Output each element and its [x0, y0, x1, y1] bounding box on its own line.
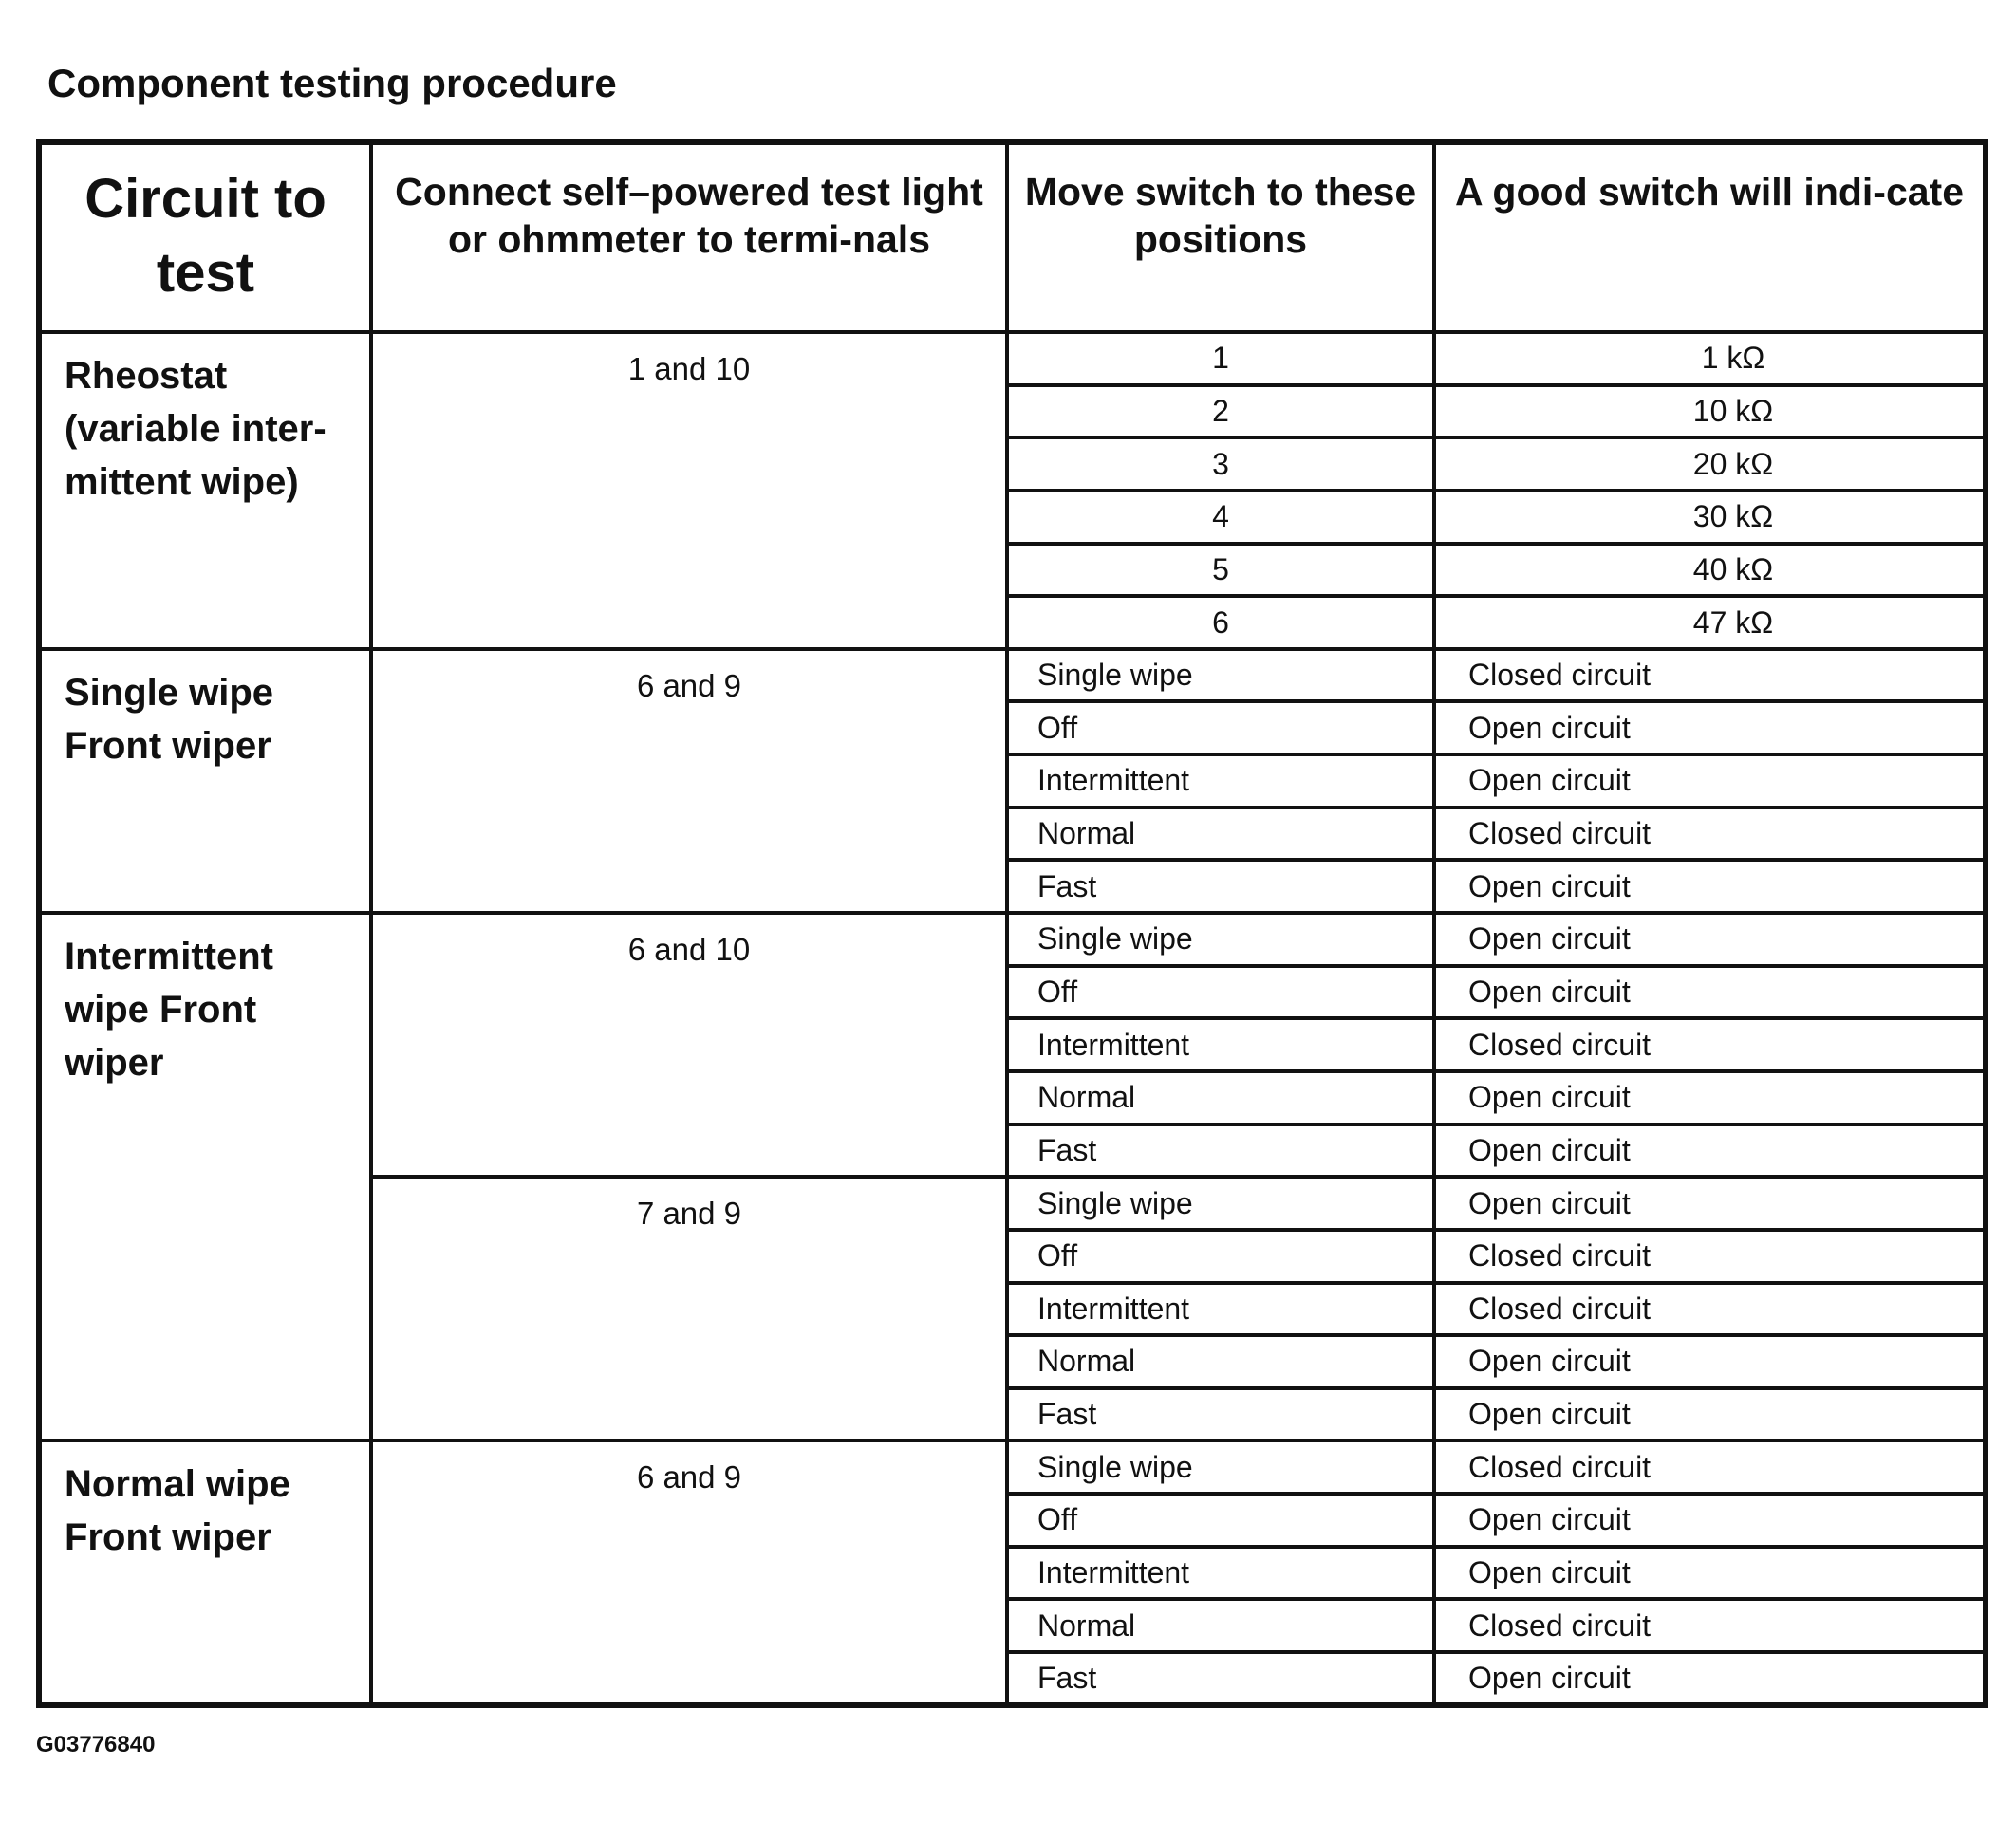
position-cell: Normal	[1007, 808, 1434, 861]
table-row	[39, 1440, 1986, 1494]
circuit-cell: Normal wipe Front wiper	[39, 1440, 371, 1705]
position-cell: Intermittent	[1007, 754, 1434, 808]
indication-cell: Open circuit	[1434, 1177, 1986, 1230]
header-positions: Move switch to these positions	[1007, 142, 1434, 332]
position-cell: Single wipe	[1007, 913, 1434, 966]
position-cell: 5	[1007, 544, 1434, 597]
terminals-cell: 6 and 9	[371, 649, 1007, 913]
position-cell: Fast	[1007, 1124, 1434, 1178]
position-cell: Fast	[1007, 1388, 1434, 1441]
position-cell: Single wipe	[1007, 649, 1434, 702]
indication-cell: Open circuit	[1434, 966, 1986, 1019]
indication-cell: Closed circuit	[1434, 1230, 1986, 1283]
terminals-cell: 1 and 10	[371, 332, 1007, 649]
indication-cell: Closed circuit	[1434, 808, 1986, 861]
position-cell: Fast	[1007, 860, 1434, 913]
circuit-cell: Rheostat (variable inter-mittent wipe)	[39, 332, 371, 649]
position-cell: 1	[1007, 332, 1434, 385]
indication-cell: Closed circuit	[1434, 1440, 1986, 1494]
indication-cell: 1 kΩ	[1434, 332, 1986, 385]
indication-cell: Open circuit	[1434, 1071, 1986, 1124]
header-indication: A good switch will indi-cate	[1434, 142, 1986, 332]
indication-cell: 30 kΩ	[1434, 491, 1986, 544]
indication-cell: 20 kΩ	[1434, 437, 1986, 491]
position-cell: Single wipe	[1007, 1177, 1434, 1230]
document-title: Component testing procedure	[47, 61, 617, 105]
indication-cell: Closed circuit	[1434, 1018, 1986, 1071]
table-row	[39, 332, 1986, 385]
indication-cell: Open circuit	[1434, 1388, 1986, 1441]
indication-cell: 47 kΩ	[1434, 596, 1986, 649]
position-cell: 6	[1007, 596, 1434, 649]
indication-cell: Open circuit	[1434, 1494, 1986, 1547]
position-cell: 4	[1007, 491, 1434, 544]
header-row	[39, 142, 1986, 332]
indication-cell: Closed circuit	[1434, 649, 1986, 702]
position-cell: Intermittent	[1007, 1283, 1434, 1336]
header-circuit: Circuit to test	[39, 142, 371, 332]
indication-cell: Open circuit	[1434, 1124, 1986, 1178]
indication-cell: Open circuit	[1434, 1547, 1986, 1600]
indication-cell: 10 kΩ	[1434, 385, 1986, 438]
table-row	[39, 649, 1986, 702]
position-cell: Off	[1007, 701, 1434, 754]
indication-cell: Open circuit	[1434, 701, 1986, 754]
position-cell: Off	[1007, 1230, 1434, 1283]
terminals-cell: 6 and 10	[371, 913, 1007, 1177]
table-row	[39, 913, 1986, 966]
indication-cell: Open circuit	[1434, 1335, 1986, 1388]
position-cell: Intermittent	[1007, 1018, 1434, 1071]
position-cell: 2	[1007, 385, 1434, 438]
position-cell: Normal	[1007, 1335, 1434, 1388]
indication-cell: Open circuit	[1434, 860, 1986, 913]
position-cell: Off	[1007, 1494, 1434, 1547]
position-cell: Single wipe	[1007, 1440, 1434, 1494]
indication-cell: Closed circuit	[1434, 1599, 1986, 1652]
figure-id: G03776840	[36, 1732, 156, 1757]
circuit-cell: Single wipe Front wiper	[39, 649, 371, 913]
component-testing-table	[36, 139, 1988, 1708]
indication-cell: Closed circuit	[1434, 1283, 1986, 1336]
indication-cell: Open circuit	[1434, 913, 1986, 966]
position-cell: Off	[1007, 966, 1434, 1019]
indication-cell: 40 kΩ	[1434, 544, 1986, 597]
indication-cell: Open circuit	[1434, 754, 1986, 808]
terminals-cell: 7 and 9	[371, 1177, 1007, 1440]
table-body	[39, 332, 1986, 1705]
position-cell: Normal	[1007, 1599, 1434, 1652]
position-cell: Intermittent	[1007, 1547, 1434, 1600]
indication-cell: Open circuit	[1434, 1652, 1986, 1705]
position-cell: Normal	[1007, 1071, 1434, 1124]
header-terminals: Connect self–powered test light or ohmmeter to termi-nals	[371, 142, 1007, 332]
terminals-cell: 6 and 9	[371, 1440, 1007, 1705]
position-cell: 3	[1007, 437, 1434, 491]
circuit-cell: Intermittent wipe Front wiper	[39, 913, 371, 1440]
position-cell: Fast	[1007, 1652, 1434, 1705]
